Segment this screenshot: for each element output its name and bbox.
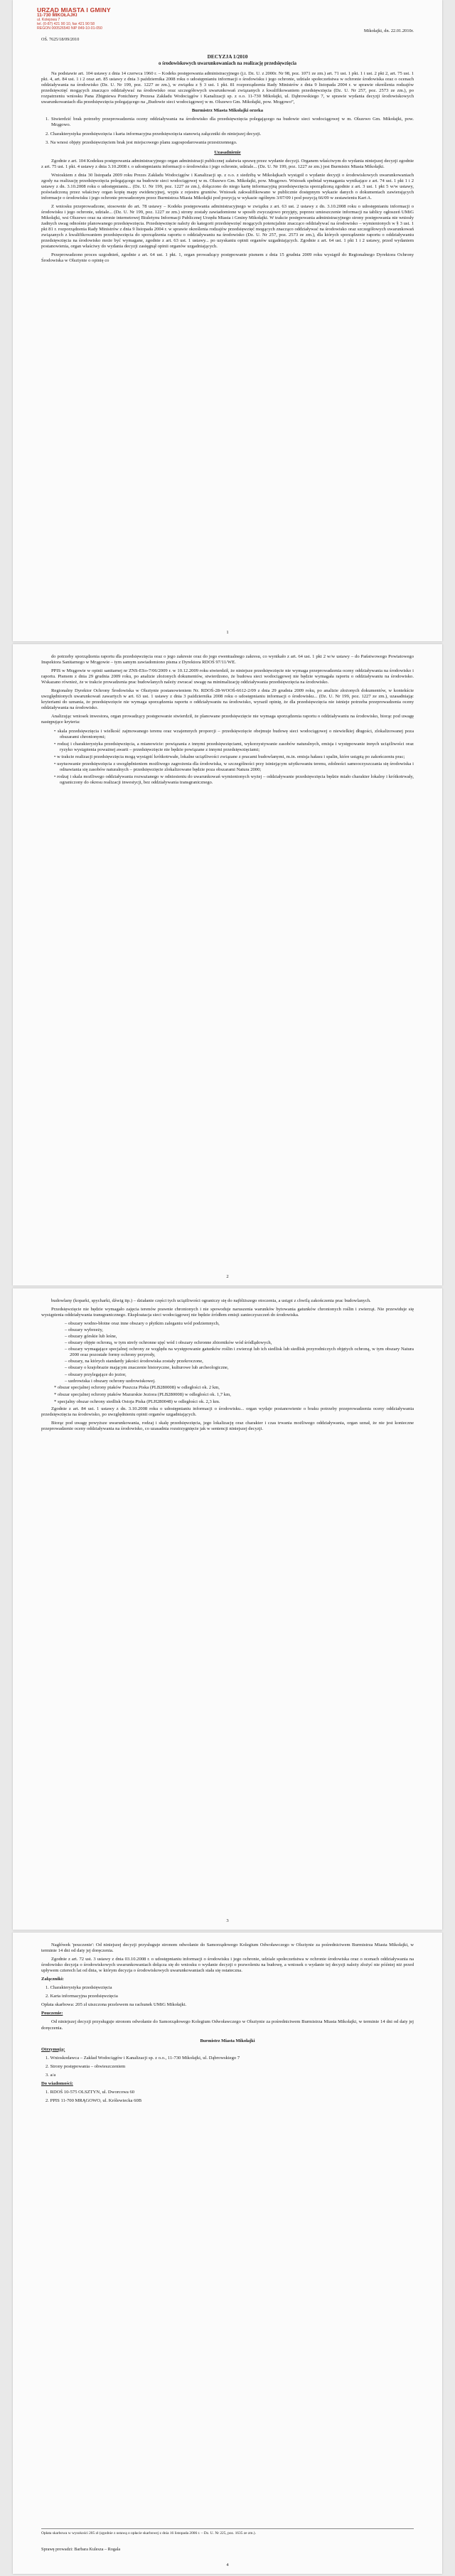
prepared-by: Sprawę prowadzi: Barbara Kulesza – Rogala [41,2546,121,2552]
signature: Burmistrz Miasta Mikołajki [200,2038,255,2043]
area-item: – uzdrowiska i obszary ochrony uzdrowiskowej. [65,1378,156,1384]
attachment-item: 2. Karta informacyjna przedsięwzięcia [46,1994,118,1999]
office-stamp [37,7,134,31]
criteria-text: rodzaj i skala możliwego oddziaływania rozważanego w odniesieniu do uwarunkowań wymienionych wyżej – oddziaływanie przedsięwzięcia będzie miało charakter lokalny i krótkotrwały, ograniczony do okresu realizacji inwestycji, bez oddziaływania transgranicznego. [57,774,414,785]
stamp-phone: tel. (0-87) 421 90 10, fax 421 90 58 [37,22,95,27]
area-text: obszary górskie lub leśne, [68,1334,117,1340]
area-item: – obszary górskie lub leśne, [65,1334,117,1340]
decision-subtitle: o środowiskowych uwarunkowaniach na realizację przedsięwzięcia [158,61,297,67]
authority-heading: Burmistrz Miasta Mikołajki orzeka [191,108,264,114]
criteria-text: rodzaj i charakterystyka przedsięwzięcia, a mianowicie: powiązania z innymi przedsięwzięciami, wykorzystywanie zasobów naturalnych, emisja i występowanie innych uciążliwości oraz ryzyko wystąpienia poważnej awarii – przedsięwzięcie nie będzie powiązane z innymi przedsięwzięciami; [57,741,414,752]
body-paragraph: Nagłówek 'pouczenie': Od niniejszej decyzji przysługuje stronom odwołanie do Samorządowego Kolegium Odwoławczego w Olsztynie za pośrednictwem Burmistrza Miasta Mikołajki, w terminie 14 dni od daty jej doręczenia. [41,1942,414,1954]
document-page-3 [13,1288,442,1930]
area-item: – obszary o krajobrazie mającym znaczenie historyczne, kulturowe lub archeologiczne, [65,1365,229,1371]
area-text: obszary przylegające do jezior, [68,1372,127,1377]
cc-heading: Do wiadomości: [41,2080,73,2086]
decision-title: DECYZJA 1/2010 [207,53,248,60]
stamp-title: URZĄD MIASTA I GMINY [37,6,111,14]
area-item: – obszary wodno-błotne oraz inne obszary o płytkim zaleganiu wód podziemnych, [65,1321,220,1327]
body-paragraph: Przedsięwzięcie nie będzie wymagało zajęcia terenów prawnie chronionych i nie spowoduje naruszenia warunków bytowania gatunków chronionych roślin i zwierząt. Nie przewiduje się wystąpienia oddziaływania transgranicznego. Eksploatacja sieci wodociągowej nie będzie źródłem emisji zanieczyszczeń do środowiska. [41,1307,414,1318]
area-text: obszary objęte ochroną, w tym strefy ochronne ujęć wód i obszary ochronne zbiorników wód śródlądowych, [68,1340,272,1346]
natura-text: obszar specjalnej ochrony ptaków Mazurskie Jeziora (PLB280008) w odległości ok. 1,7 km, [57,1391,231,1397]
recipient-item: 3. a/a [46,2072,56,2078]
ruling-item: 1. Stwierdzić brak potrzeby przeprowadzenia oceny oddziaływania na środowisko dla przedsięwzięcia polegającego na budowie sieci wodociągowej w m. Olszewo Gm. Mikołajki, pow. Mrągowo. [46,117,414,128]
legal-basis-paragraph: Na podstawie art. 104 ustawy z dnia 14 czerwca 1960 r. – Kodeks postępowania administracyjnego (j.t. Dz. U. z 2000r. Nr 98, poz. 1071 ze zm.) art. 71 ust. 1 pkt. 1 i ust. 2 pkt 2, art. 75 ust. 1 pkt. 4, art. 84 ust. 1 i 2 oraz art. 85 ustawy z dnia 3 października 2008 roku o udostępnianiu informacji o środowisku i jego ochronie, udziale społeczeństwa w ochronie środowiska oraz o ocenach oddziaływania na środowisko (Dz. U. Nr 199, poz. 1227 ze zm.), w związku z § 3 ust. 1 pkt. 81 rozporządzenia Rady Ministrów z dnia 9 listopada 2004 r. w sprawie określenia rodzajów przedsięwzięć mogących znacząco oddziaływać na środowisko oraz szczegółowych uwarunkowań związanych z kwalifikowaniem przedsięwzięcia (Dz. U. Nr 257, poz. 2573 ze zm.), po rozpatrzeniu wniosku Pana Zbigniewa Ponichtery Prezesa Zakładu Wodociągów i Kanalizacji sp. z o.o. 11-730 Mikołajki, ul. Dąbrowskiego 7, w sprawie wydania decyzji środowiskowych uwarunkowaniach dla przedsięwzięcia polegającego na „Budowie sieci wodociągowej w m. Olszewo Gm. Mikołajki, pow. Mrągowo”, [41,71,414,105]
page-number: 2 [226,1273,229,1279]
body-paragraph: Zgodnie z art. 72 ust. 3 ustawy z dnia 03.10.2008 r. o udostępnianiu informacji o środowisku i jego ochronie, udziale społeczeństwa w ochronie środowiska oraz o ocenach oddziaływania na środowisko decyzja o środowiskowych uwarunkowaniach dołącza się do wniosku o wydanie decyzji o pozwoleniu na budowę, a wniosek o wydanie tej decyzji należy złożyć nie później niż przed upływem czterech lat od dnia, w którym decyzja o środowiskowych uwarunkowaniach stała się ostateczna. [41,1957,414,1974]
case-number: OŚ. 7625/18/09/2010 [41,37,80,42]
page-number: 4 [226,2562,229,2567]
criteria-item: • usytuowanie przedsięwzięcia z uwzględnieniem możliwego zagrożenia dla środowiska, w szczególności przy istniejącym użytkowaniu terenu, zdolności samooczyszczania się środowiska i odnawiania się zasobów naturalnych – przedsięwzięcie zlokalizowane będzie poza obszarami Natura 2000; [54,761,414,772]
body-paragraph: PPIS w Mrągowie w opinii sanitarnej nr ZNS-ESo-7/06/2009 r. w 10.12.2009 roku stwierdził, że niniejsze przedsięwzięcie nie wymaga przeprowadzenia oceny oddziaływania na środowisko i raportu. Pismem z dnia 29 grudnia 2009 roku, po analizie złożonych dokumentów, stwierdzono, że budowa sieci wodociągowej nie będzie wymagała raportu o oddziaływaniu na środowisko. Wskazano również, że w trakcie prowadzenia prac budowlanych należy zwracać uwagę na minimalizację oddziaływania przedsięwzięcia na środowisko. [41,668,414,685]
criteria-text: skala przedsięwzięcia i wielkość zajmowanego terenu oraz wzajemnych proporcji – przedsięwzięcie obejmuje budowę sieci wodociągowej o niewielkiej długości, zlokalizowanej poza obszarami chronionymi; [57,728,414,739]
justification-paragraph: Wnioskiem z dnia 30 listopada 2009 roku Prezes Zakładu Wodociągów i Kanalizacji sp. z o.o. z siedzibą w Mikołajkach wystąpił o wydanie decyzji o środowiskowych uwarunkowaniach zgody na realizację przedsięwzięcia polegającego na budowie sieci wodociągowej w m. Olszewo Gm. Mikołajki, pow. Mrągowo. Wniosek spełniał wymagania wynikające z art. 74 ust. 1 pkt 1 i 2 ustawy z dn. 3.10.2008 roku o udostępnianiu... (Dz. U. Nr 199, poz. 1227 ze zm.), dołączono do niego kartę informacyjną przedsięwzięcia sporządzoną zgodnie z art. 3 ust. 1 pkt 5 w/w ustawy, poświadczoną przez właściwy organ kopię mapy ewidencyjnej, wypis z rejestru gruntów. Wniosek zakwalifikowano w publicznie dostępnym wykazie danych o dokumentach zawierających informacje o środowisku i jego ochronie prowadzonym przez Burmistrza Miasta Mikołajki pod pozycją w wykazie ogólnym 3/07/09 i pod pozycją 66/09 w zestawieniu Kart A. [41,172,414,201]
body-paragraph: budowlany (koparki, spycharki, dźwig itp.) – działanie części tych uciążliwości ograniczy się do najbliższego otoczenia, a ustąpi z chwilą zakończenia prac budowlanych. [51,1298,371,1303]
area-text: obszary o krajobrazie mającym znaczenie historyczne, kulturowe lub archeologiczne, [68,1365,229,1371]
attachments-heading: Załączniki: [41,1977,64,1982]
justification-paragraph: Z wniosku przeprowadzone, stosownie do art. 78 ustawy – Kodeks postępowania administracyjnego w związku z art. 63 ust. 2 ustawy z dn. 3.10.2008 roku o udostępnianiu informacji o środowisku i jego ochronie, udziale... (Dz. U. Nr 199, poz. 1227 ze zm.) strony zostały zawiadomione w sposób zwyczajowo przyjęty, poprzez umieszczenie informacji na tablicy ogłoszeń UMiG Mikołajki, wsi Olszewo oraz na stronie internetowej Biuletynu Informacji Publicznej Urzędu Miasta i Gminy Mikołajki. W trakcie postępowania administracyjnego strony postępowania nie wniosły żadnych uwag odnośnie planowanego przedsięwzięcia. Przedsięwzięcie należy do kategorii przedsięwzięć mogących potencjalnie znacząco oddziaływać na środowisko – wymienionych w § 3 ust. 1 pkt 81 r. rozporządzenia Rady Ministrów z dnia 9 listopada 2004 r. w sprawie określenia rodzajów przedsięwzięć mogących znacząco oddziaływać na środowisko oraz szczegółowych uwarunkowań związanych z kwalifikowaniem przedsięwzięcia do sporządzenia raportu o oddziaływaniu na środowisko (Dz. U. Nr 257, poz. 2573 ze zm.), dla których sporządzenie raportu o oddziaływaniu przedsięwzięcia na środowisko może być wymagane, zgodnie z art. 63 ust. 1 ustawy... po uzyskaniu opinii organów uzgadniających. Zgodnie z art. 64 ust. 1 pkt 1 i 2 ustawy, przed wydaniem postanowienia, organ właściwy do wydania decyzji zasięgnął opinii organów uzgadniających. [41,203,414,250]
page-number: 3 [226,1918,229,1923]
area-item: – obszary, na których standardy jakości środowiska zostały przekroczone, [65,1359,203,1364]
natura-item: * specjalny obszar ochrony siedlisk Ostoja Piska (PLH280048) w odległości ok. 2,3 km. [54,1399,220,1404]
justification-paragraph: Zgodnie z art. 104 Kodeksu postępowania administracyjnego organ administracji publicznej załatwia sprawę przez wydanie decyzji. Organem właściwym do wydania niniejszej decyzji zgodnie z art. 75 ust. 1 pkt. 4 ustawy z dnia 3.10.2008 r. o udostępnianiu informacji o środowisku i jego ochronie, udziale... (Dz. U. Nr 199, poz. 1227 ze zm.) jest Burmistrz Miasta Mikołajki. [41,158,414,169]
body-paragraph: Zgodnie z art. 84 ust. 1 ustawy z dn. 3.10.2008 roku o udostępnianiu informacji o środowisku... organ wydaje postanowienie o braku potrzeby przeprowadzenia oceny oddziaływania przedsięwzięcia na środowisko, po uwzględnieniu opinii organów uzgadniających. [41,1406,414,1417]
closing-paragraph: Biorąc pod uwagę powyższe uwarunkowania, rodzaj i skalę przedsięwzięcia, jego lokalizację oraz charakter i czas trwania możliwego oddziaływania, organ uznał, że nie jest konieczne przeprowadzenie oceny oddziaływania na środowisko, co uzasadnia rozstrzygnięcie jak w sentencji niniejszej decyzji. [41,1420,414,1431]
natura-text: specjalny obszar ochrony siedlisk Ostoja Piska (PLH280048) w odległości ok. 2,3 km. [57,1399,220,1404]
instruction-paragraph: Od niniejszej decyzji przysługuje stronom odwołanie do Samorządowego Kolegium Odwoławczego w Olsztynie za pośrednictwem Burmistrza Miasta Mikołajki, w terminie 14 dni od daty jej doręczenia. [41,2019,414,2031]
cc-item: 2. PPIS 11-700 MRĄGOWO, ul. Królewiecka 60B [46,2097,142,2103]
recipient-item: 2. Strony postępowania – obwieszczeniem [46,2063,126,2069]
criteria-item: • rodzaj i skala możliwego oddziaływania rozważanego w odniesieniu do uwarunkowań wymienionych wyżej – oddziaływanie przedsięwzięcia będzie miało charakter lokalny i krótkotrwały, ograniczony do okresu realizacji inwestycji, bez oddziaływania transgranicznego. [54,774,414,785]
natura-item: * obszar specjalnej ochrony ptaków Mazurskie Jeziora (PLB280008) w odległości ok. 1,7 km, [54,1391,231,1397]
criteria-item: • rodzaj i charakterystyka przedsięwzięcia, a mianowicie: powiązania z innymi przedsięwzięciami, wykorzystywanie zasobów naturalnych, emisja i występowanie innych uciążliwości oraz ryzyko wystąpienia poważnej awarii – przedsięwzięcie nie będzie powiązane z innymi przedsięwzięciami; [54,741,414,752]
area-text: obszary, na których standardy jakości środowiska zostały przekroczone, [68,1359,203,1364]
recipient-item: 1. Wnioskodawca – Zakład Wodociągów i Kanalizacji sp. z o.o., 11-730 Mikołajki, ul. Dąbrowskiego 7 [46,2055,240,2061]
page-number: 1 [226,629,229,635]
document-page-2 [13,644,442,1286]
stamp-address: ul. Kolejowa 7 [37,18,60,23]
natura-text: obszar specjalnej ochrony ptaków Puszcza Piska (PLB280008) w odległości ok. 2 km, [57,1384,220,1390]
recipients-heading: Otrzymują: [41,2046,65,2052]
area-text: uzdrowiska i obszary ochrony uzdrowiskowej. [68,1378,156,1384]
criteria-text: w trakcie realizacji przedsięwzięcia mogą wystąpić krótkotrwałe, lokalne uciążliwości związane z pracami budowlanymi, m.in. emisja hałasu i spalin, które ustąpią po zakończeniu prac; [56,754,405,759]
cc-item: 1. RDOŚ 10-575 OLSZTYN, ul. Dworcowa 60 [46,2089,135,2095]
area-item: – obszary wybrzeży, [65,1327,103,1333]
stamp-subtitle: 11-730 MIKOŁAJKI [37,13,77,18]
criteria-item: • skala przedsięwzięcia i wielkość zajmowanego terenu oraz wzajemnych proporcji – przedsięwzięcie obejmuje budowę sieci wodociągowej o niewielkiej długości, zlokalizowanej poza obszarami chronionymi; [54,728,414,739]
fee-note: Opłata skarbowa: 205 zł uiszczona przelewem na rachunek UMiG Mikołajki. [41,2002,187,2008]
attachment-item: 1. Charakterystyka przedsięwzięcia [46,1985,112,1991]
justification-paragraph: Przeprowadzono proces uzgodnień, zgodnie z art. 64 ust. 1 pkt. 1, organ prowadzący postępowanie pismem z dnia 15 grudnia 2009 roku wystąpił do Regionalnego Dyrektora Ochrony Środowiska w Olsztynie o opinię co [41,252,414,264]
body-paragraph: Regionalny Dyrektor Ochrony Środowiska w Olsztynie postanowieniem Nr. RDOŚ-28-WOOŚ-6612-2/09 z dnia 29 grudnia 2009 roku, po analizie złożonych dokumentów, w kontekście uwzględnionych uwarunkowań zawartych w art. 63 ust. 1 ustawy z dnia 3 października 2008 roku o udostępnianiu informacji o środowisku... (Dz. U. Nr 199, poz. 1227 ze zm.), uzasadniając kryteriami do uznania, że przedsięwzięcie nie wymaga sporządzenia raportu o oddziaływaniu na środowisko, wyraził opinię, że dla przedsięwzięcia nie istnieje potrzeba przeprowadzenia oceny oddziaływania na środowisko. [41,688,414,711]
body-paragraph: Analizując wniosek inwestora, organ prowadzący postępowanie stwierdził, że planowane przedsięwzięcie nie wymaga sporządzenia raportu o oddziaływaniu na środowisko, biorąc pod uwagę następujące kryteria: [41,714,414,725]
document-page-4 [13,1933,442,2574]
area-text: obszary wymagające specjalnej ochrony ze względu na występowanie gatunków roślin i zwierząt lub ich siedlisk lub siedlisk przyrodniczych objętych ochroną, w tym obszary Natura 2000 oraz pozostałe formy ochrony przyrody, [68,1347,414,1358]
footnote: Opłata skarbowa w wysokości 205 zł (zgodnie z ustawą o opłacie skarbowej z dnia 16 listopada 2006 r. – Dz. U. Nr 225, poz. 1635 ze zm.). [41,2528,414,2535]
area-item: – obszary przylegające do jezior, [65,1372,127,1377]
area-item: – obszary wymagające specjalnej ochrony ze względu na występowanie gatunków roślin i zwierząt lub ich siedlisk lub siedlisk przyrodniczych objętych ochroną, w tym obszary Natura 2000 oraz pozostałe formy ochrony przyrody, [65,1347,414,1358]
criteria-text: usytuowanie przedsięwzięcia z uwzględnieniem możliwego zagrożenia dla środowiska, w szczególności przy istniejącym użytkowaniu terenu, zdolności samooczyszczania się środowiska i odnawiania się zasobów naturalnych – przedsięwzięcie zlokalizowane będzie poza obszarami Natura 2000; [57,761,414,772]
document-page-1 [13,0,442,641]
stamp-ids: REGON 000526540 NIP 849-10-01-050 [37,26,102,31]
natura-item: * obszar specjalnej ochrony ptaków Puszcza Piska (PLB280008) w odległości ok. 2 km, [54,1384,220,1390]
area-item: – obszary objęte ochroną, w tym strefy ochronne ujęć wód i obszary ochronne zbiorników wód śródlądowych, [65,1340,272,1346]
criteria-item: • w trakcie realizacji przedsięwzięcia mogą wystąpić krótkotrwałe, lokalne uciążliwości związane z pracami budowlanymi, m.in. emisja hałasu i spalin, które ustąpią po zakończeniu prac; [54,754,405,759]
area-text: obszary wodno-błotne oraz inne obszary o płytkim zaleganiu wód podziemnych, [68,1321,220,1327]
body-paragraph: do potrzeby sporządzenia raportu dla przedsięwzięcia oraz o jego zakresie oraz do jego ewentualnego zakresu, co wynikało z art. 64 ust. 1 pkt 2 w/w ustawy – do Państwowego Powiatowego Inspektora Sanitarnego w Mrągowie – tym samym zawiadomiono pisma z Dyrektora RDOŚ 97/11/WE. [41,654,414,666]
instruction-heading: Pouczenie: [41,2011,63,2016]
ruling-item: 3. Na wnosi objęty przedsięwzięciem brak jest miejscowego planu zagospodarowania przestrzennego. [46,139,237,145]
ruling-item: 2. Charakterystyka przedsięwzięcia i karta informacyjna przedsięwzięcia stanowią załączniki do niniejszej decyzji. [46,131,262,137]
area-text: obszary wybrzeży, [68,1327,103,1333]
document-date: Mikołajki, dn. 22.01.2010r. [363,28,414,33]
justification-heading: Uzasadnienie [214,149,241,155]
